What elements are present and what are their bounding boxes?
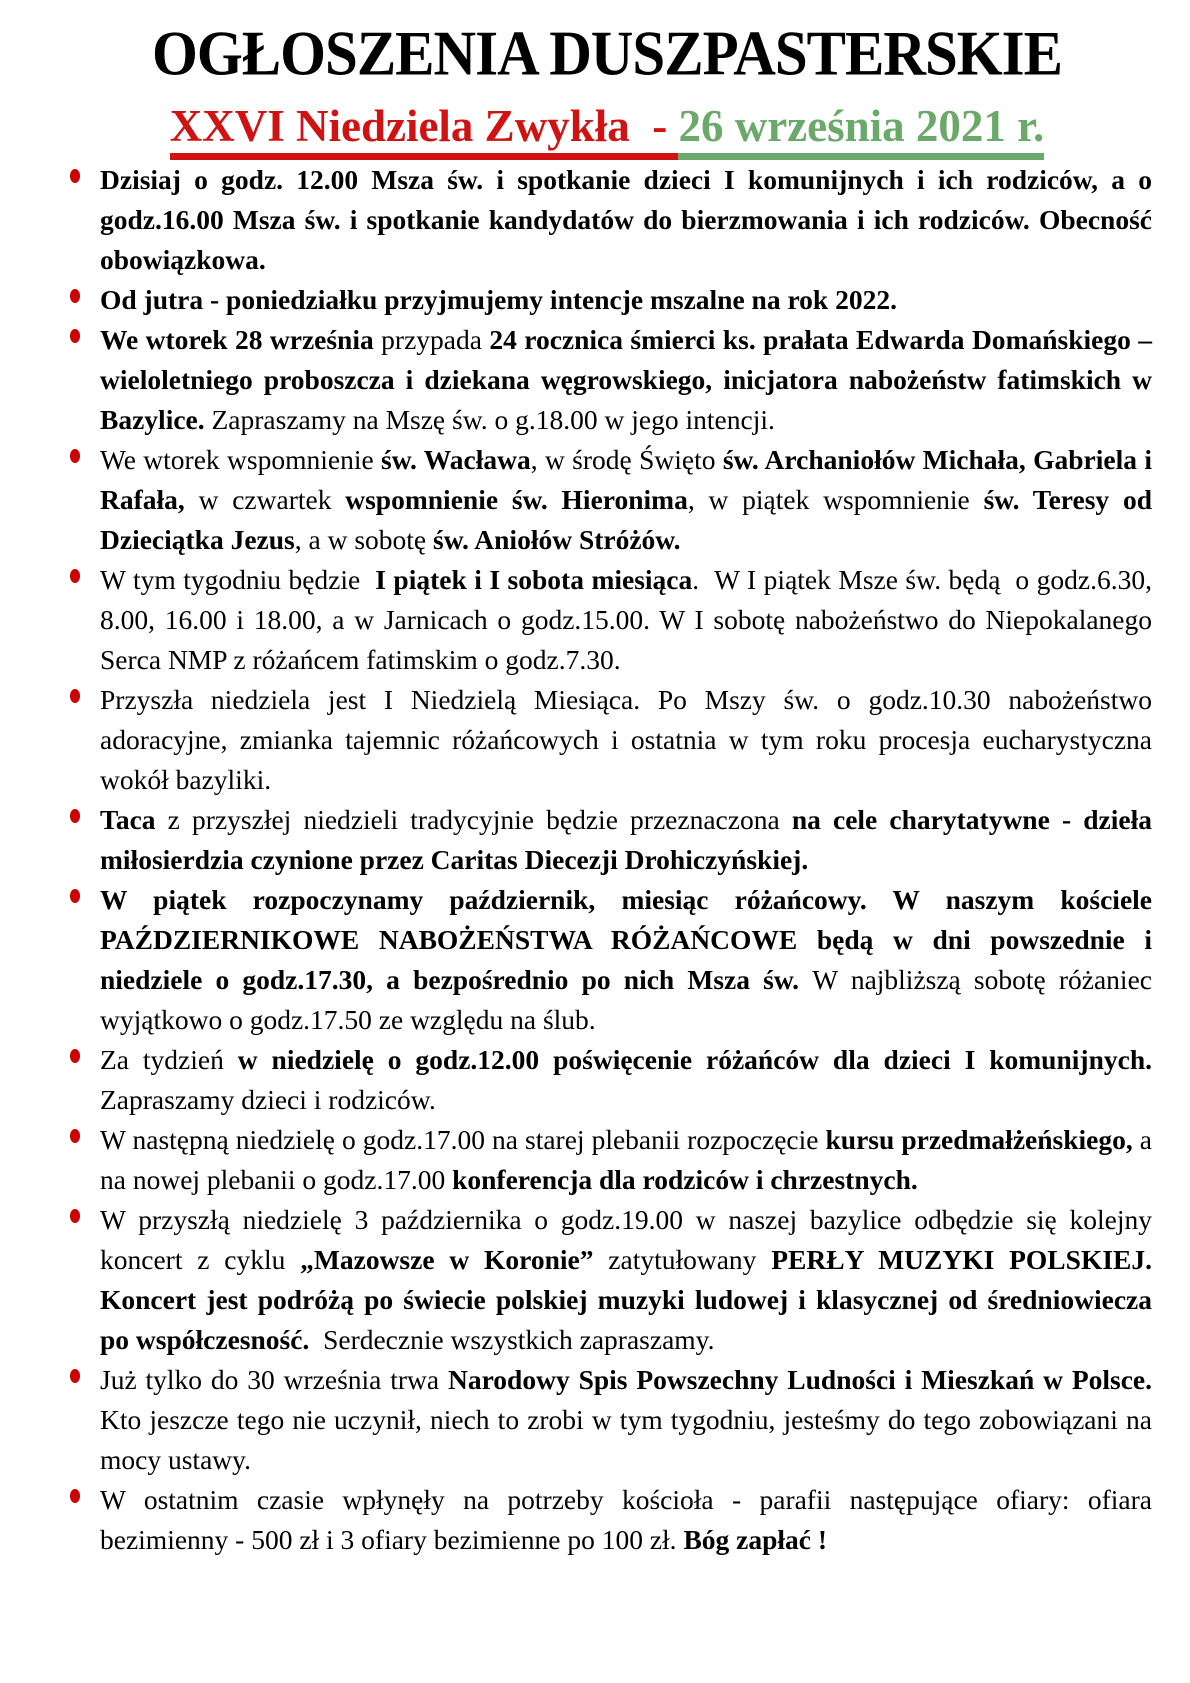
announcement-item xyxy=(100,440,1152,560)
announcement-text: , w środę Święto xyxy=(530,444,723,475)
announcement-text-bold: w niedzielę o godz.12.00 poświęcenie różańców dla dzieci I komunijnych. xyxy=(237,1044,1152,1075)
subtitle-date: 26 września 2021 r. xyxy=(678,101,1044,160)
announcement-text: a na nowej plebanii o godz.17.00 xyxy=(100,1124,1152,1195)
announcement-text: W najbliższą sobotę różaniec wyjątkowo o godz.17.50 ze względu na ślub. xyxy=(100,964,1152,1035)
announcements-list xyxy=(62,160,1152,1560)
announcement-text: Przyszła niedziela jest I Niedzielą Miesiąca. Po Mszy św. o godz.10.30 nabożeństwo adoracyjne, zmianka tajemnic różańcowych i ostatnia w tym roku procesja eucharystyczna wokół bazyliki. xyxy=(100,684,1152,795)
announcement-text-bold: 24 rocznica śmierci ks. prałata Edwarda Domańskiego – wieloletniego proboszcza i dziekana węgrowskiego, inicjatora nabożeństw fatimskich w Bazylice. xyxy=(100,324,1153,435)
announcement-item xyxy=(100,280,1152,320)
announcement-text-bold: We wtorek 28 września xyxy=(100,324,382,355)
announcement-item xyxy=(100,880,1152,1040)
announcement-item xyxy=(100,1200,1152,1360)
announcement-text: Zapraszamy na Mszę św. o g.18.00 w jego intencji. xyxy=(211,404,775,435)
announcement-text: We wtorek wspomnienie xyxy=(100,444,382,475)
announcement-text-bold: św. Aniołów Stróżów. xyxy=(433,524,681,555)
announcement-text: W tym tygodniu będzie xyxy=(100,564,376,595)
announcement-item xyxy=(100,1040,1152,1120)
announcement-text-bold: Dzisiaj o godz. 12.00 Msza św. i spotkanie dzieci I komunijnych i ich rodziców, a o godz.16.00 Msza św. i spotkanie kandydatów do bierzmowania i ich rodziców. Obecność obowiązkowa. xyxy=(100,164,1152,275)
announcement-text-bold: W piątek rozpoczynamy październik, miesiąc różańcowy. W naszym kościele PAŹDZIERNIKOWE NABOŻEŃSTWA RÓŻAŃCOWE będą w dni powszednie i niedziele o godz.17.30, a bezpośrednio po nich Msza św. xyxy=(100,884,1152,995)
announcement-text: Za tydzień xyxy=(100,1044,238,1075)
announcement-text-bold: konferencja dla rodziców i chrzestnych. xyxy=(452,1164,918,1195)
announcement-text-bold: „Mazowsze w Koronie” xyxy=(300,1244,594,1275)
announcement-text: Serdecznie wszystkich zapraszamy. xyxy=(309,1324,715,1355)
announcement-text-bold: I piątek i I sobota miesiąca xyxy=(375,564,693,595)
announcement-text-bold: PERŁY MUZYKI POLSKIEJ. Koncert jest podróżą po świecie polskiej muzyki ludowej i klasycznej od średniowiecza po współczesność. xyxy=(100,1244,1153,1355)
announcement-item xyxy=(100,320,1152,440)
announcement-item xyxy=(100,560,1152,680)
announcement-text: zatytułowany xyxy=(593,1244,772,1275)
announcement-text-bold: Od jutra - poniedziałku przyjmujemy intencje mszalne na rok 2022. xyxy=(100,284,897,315)
announcement-text-bold: wspomnienie św. Hieronima xyxy=(345,484,688,515)
announcement-text: , a w sobotę xyxy=(294,524,433,555)
announcement-text: W przyszłą niedzielę 3 października o godz.19.00 w naszej bazylice odbędzie się kolejny koncert z cyklu xyxy=(100,1204,1152,1275)
announcement-text-bold: na cele charytatywne - dzieła miłosierdzia czynione przez Caritas Diecezji Drohiczyńskiej. xyxy=(100,804,1153,875)
announcement-text-bold: św. Teresy od Dzieciątka Jezus xyxy=(100,484,1152,555)
announcement-text: Już tylko do 30 września trwa xyxy=(100,1364,448,1395)
announcement-item xyxy=(100,160,1152,280)
announcement-text-bold: Taca xyxy=(100,804,156,835)
announcement-text-bold: kursu przedmałżeńskiego, xyxy=(825,1124,1133,1155)
announcement-text: Zapraszamy dzieci i rodziców. xyxy=(100,1084,436,1115)
announcement-text-bold: św. Archaniołów Michała, Gabriela i Rafała, xyxy=(100,444,1152,515)
announcement-text: w czwartek xyxy=(184,484,346,515)
subtitle-sunday-name: XXVI Niedziela Zwykła - xyxy=(170,101,679,160)
announcement-text: , w piątek wspomnienie xyxy=(687,484,984,515)
announcement-text: z przyszłej niedzieli tradycyjnie będzie przeznaczona xyxy=(155,804,792,835)
announcement-text-bold: Narodowy Spis Powszechny Ludności i Mieszkań w Polsce. xyxy=(447,1364,1153,1395)
announcement-text-bold: św. Wacława xyxy=(381,444,531,475)
announcement-text: W następną niedzielę o godz.17.00 na starej plebanii rozpoczęcie xyxy=(100,1124,826,1155)
announcement-item xyxy=(100,800,1152,880)
page-title: OGŁOSZENIA DUSZPASTERSKIE xyxy=(151,17,1062,89)
announcement-text: . W I piątek Msze św. będą o godz.6.30, 8.00, 16.00 i 18.00, a w Jarnicach o godz.15.00. W I sobotę nabożeństwo do Niepokalanego Serca NMP z różańcem fatimskim o godz.7.30. xyxy=(100,564,1153,675)
announcement-item xyxy=(100,680,1152,800)
announcement-text: W ostatnim czasie wpłynęły na potrzeby kościoła - parafii następujące ofiary: ofiara bezimienny - 500 zł i 3 ofiary bezimienne po 100 zł. xyxy=(100,1484,1152,1555)
page-subtitle xyxy=(62,100,1152,152)
announcement-item xyxy=(100,1120,1152,1200)
announcement-item xyxy=(100,1360,1152,1480)
announcement-text: Kto jeszcze tego nie uczynił, niech to zrobi w tym tygodniu, jesteśmy do tego zobowiązani na mocy ustawy. xyxy=(100,1404,1152,1475)
announcement-text: przypada xyxy=(381,324,490,355)
announcement-text-bold: Bóg zapłać ! xyxy=(683,1524,828,1555)
announcement-item xyxy=(100,1480,1152,1560)
